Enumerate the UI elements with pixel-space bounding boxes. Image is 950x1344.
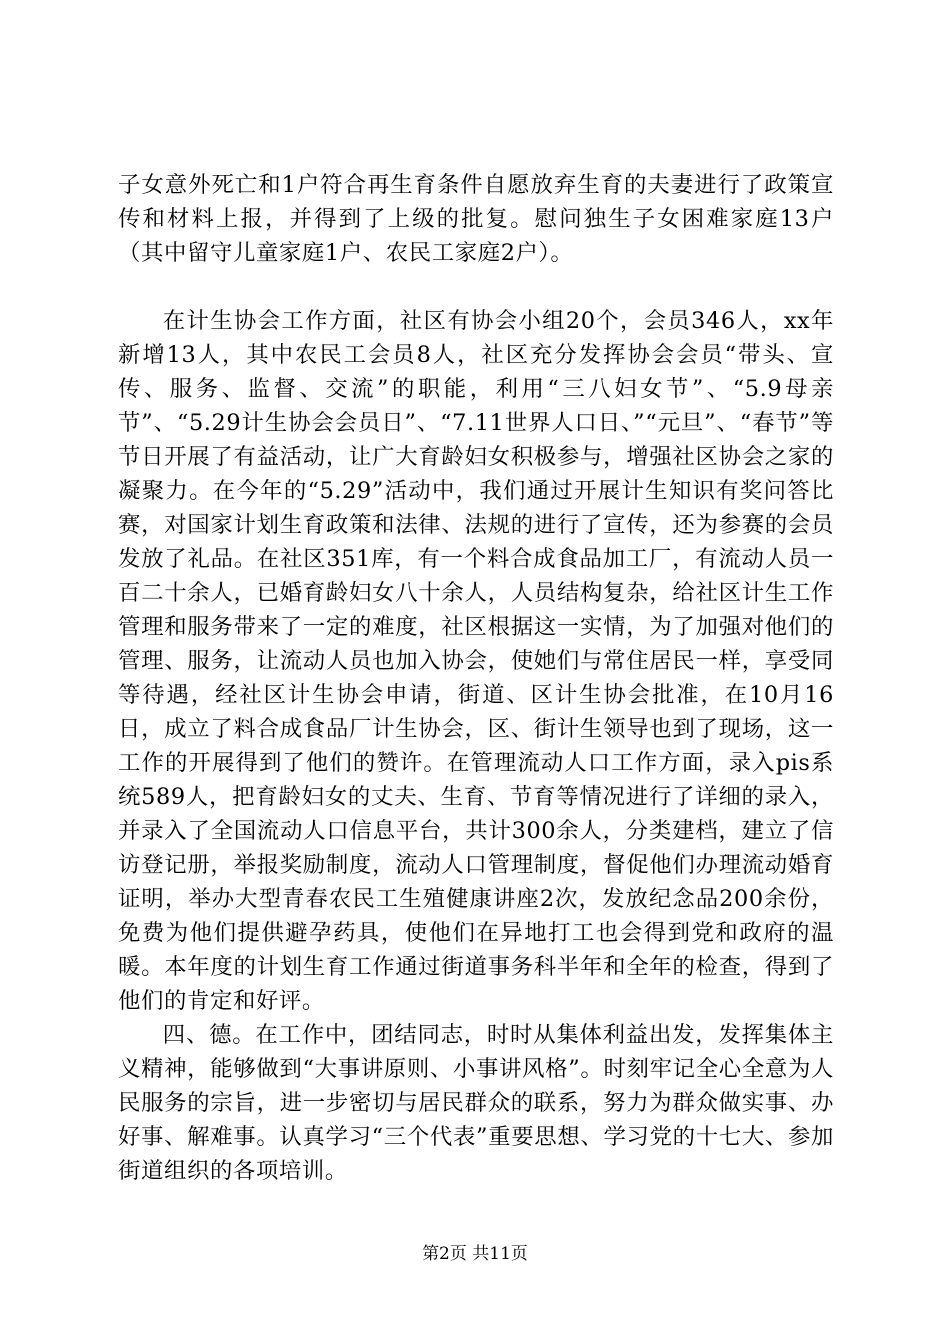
paragraph-morality: 四、德。在工作中，团结同志，时时从集体利益出发，发挥集体主义精神，能够做到“大事讲原则、小事讲风格”。时刻牢记全心全意为人民服务的宗旨，进一步密切与居民群众的联系，努力为群众做实事、办好事、解难事。认真学习“三个代表”重要思想、学习党的十七大、参加街道组织的各项培训。 [118,1022,834,1184]
paragraph-continuation: 子女意外死亡和1户符合再生育条件自愿放弃生育的夫妻进行了政策宣传和材料上报，并得到了上级的批复。慰问独生子女困难家庭13户（其中留守儿童家庭1户、农民工家庭2户）。 [118,172,834,266]
body-text-top [118,168,834,270]
body-text-main [118,304,834,1188]
page-number-footer: 第2页 共11页 [422,1244,528,1264]
paragraph-family-planning-association: 在计生协会工作方面，社区有协会小组20个，会员346人，xx年新增13人，其中农民工会员8人，社区充分发挥协会会员“带头、宣传、服务、监督、交流”的职能，利用“三八妇女节”、“5.9母亲节”、“5.29计生协会会员日”、“7.11世界人口日、”“元旦”、“春节”等节日开展了有益活动，让广大育龄妇女积极参与，增强社区协会之家的凝聚力。在今年的“5.29”活动中，我们通过开展计生知识有奖问答比赛，对国家计划生育政策和法律、法规的进行了宣传，还为参赛的会员发放了礼品。在社区351库，有一个料合成食品加工厂，有流动人员一百二十余人，已婚育龄妇女八十余人，人员结构复杂，给社区计生工作管理和服务带来了一定的难度，社区根据这一实情，为了加强对他们的管理、服务，让流动人员也加入协会，使她们与常住居民一样，享受同等待遇，经社区计生协会申请，街道、区计生协会批准，在10月16日，成立了料合成食品厂计生协会，区、街计生领导也到了现场，这一工作的开展得到了他们的赞许。在管理流动人口工作方面，录入pis系统589人，把育龄妇女的丈夫、生育、节育等情况进行了详细的录入，并录入了全国流动人口信息平台，共计300余人，分类建档，建立了信访登记册，举报奖励制度，流动人口管理制度，督促他们办理流动婚育证明，举办大型青春农民工生殖健康讲座2次，发放纪念品200余份，免费为他们提供避孕药具，使他们在异地打工也会得到党和政府的温暖。本年度的计划生育工作通过街道事务科半年和全年的检查，得到了他们的肯定和好评。 [118,308,834,1014]
